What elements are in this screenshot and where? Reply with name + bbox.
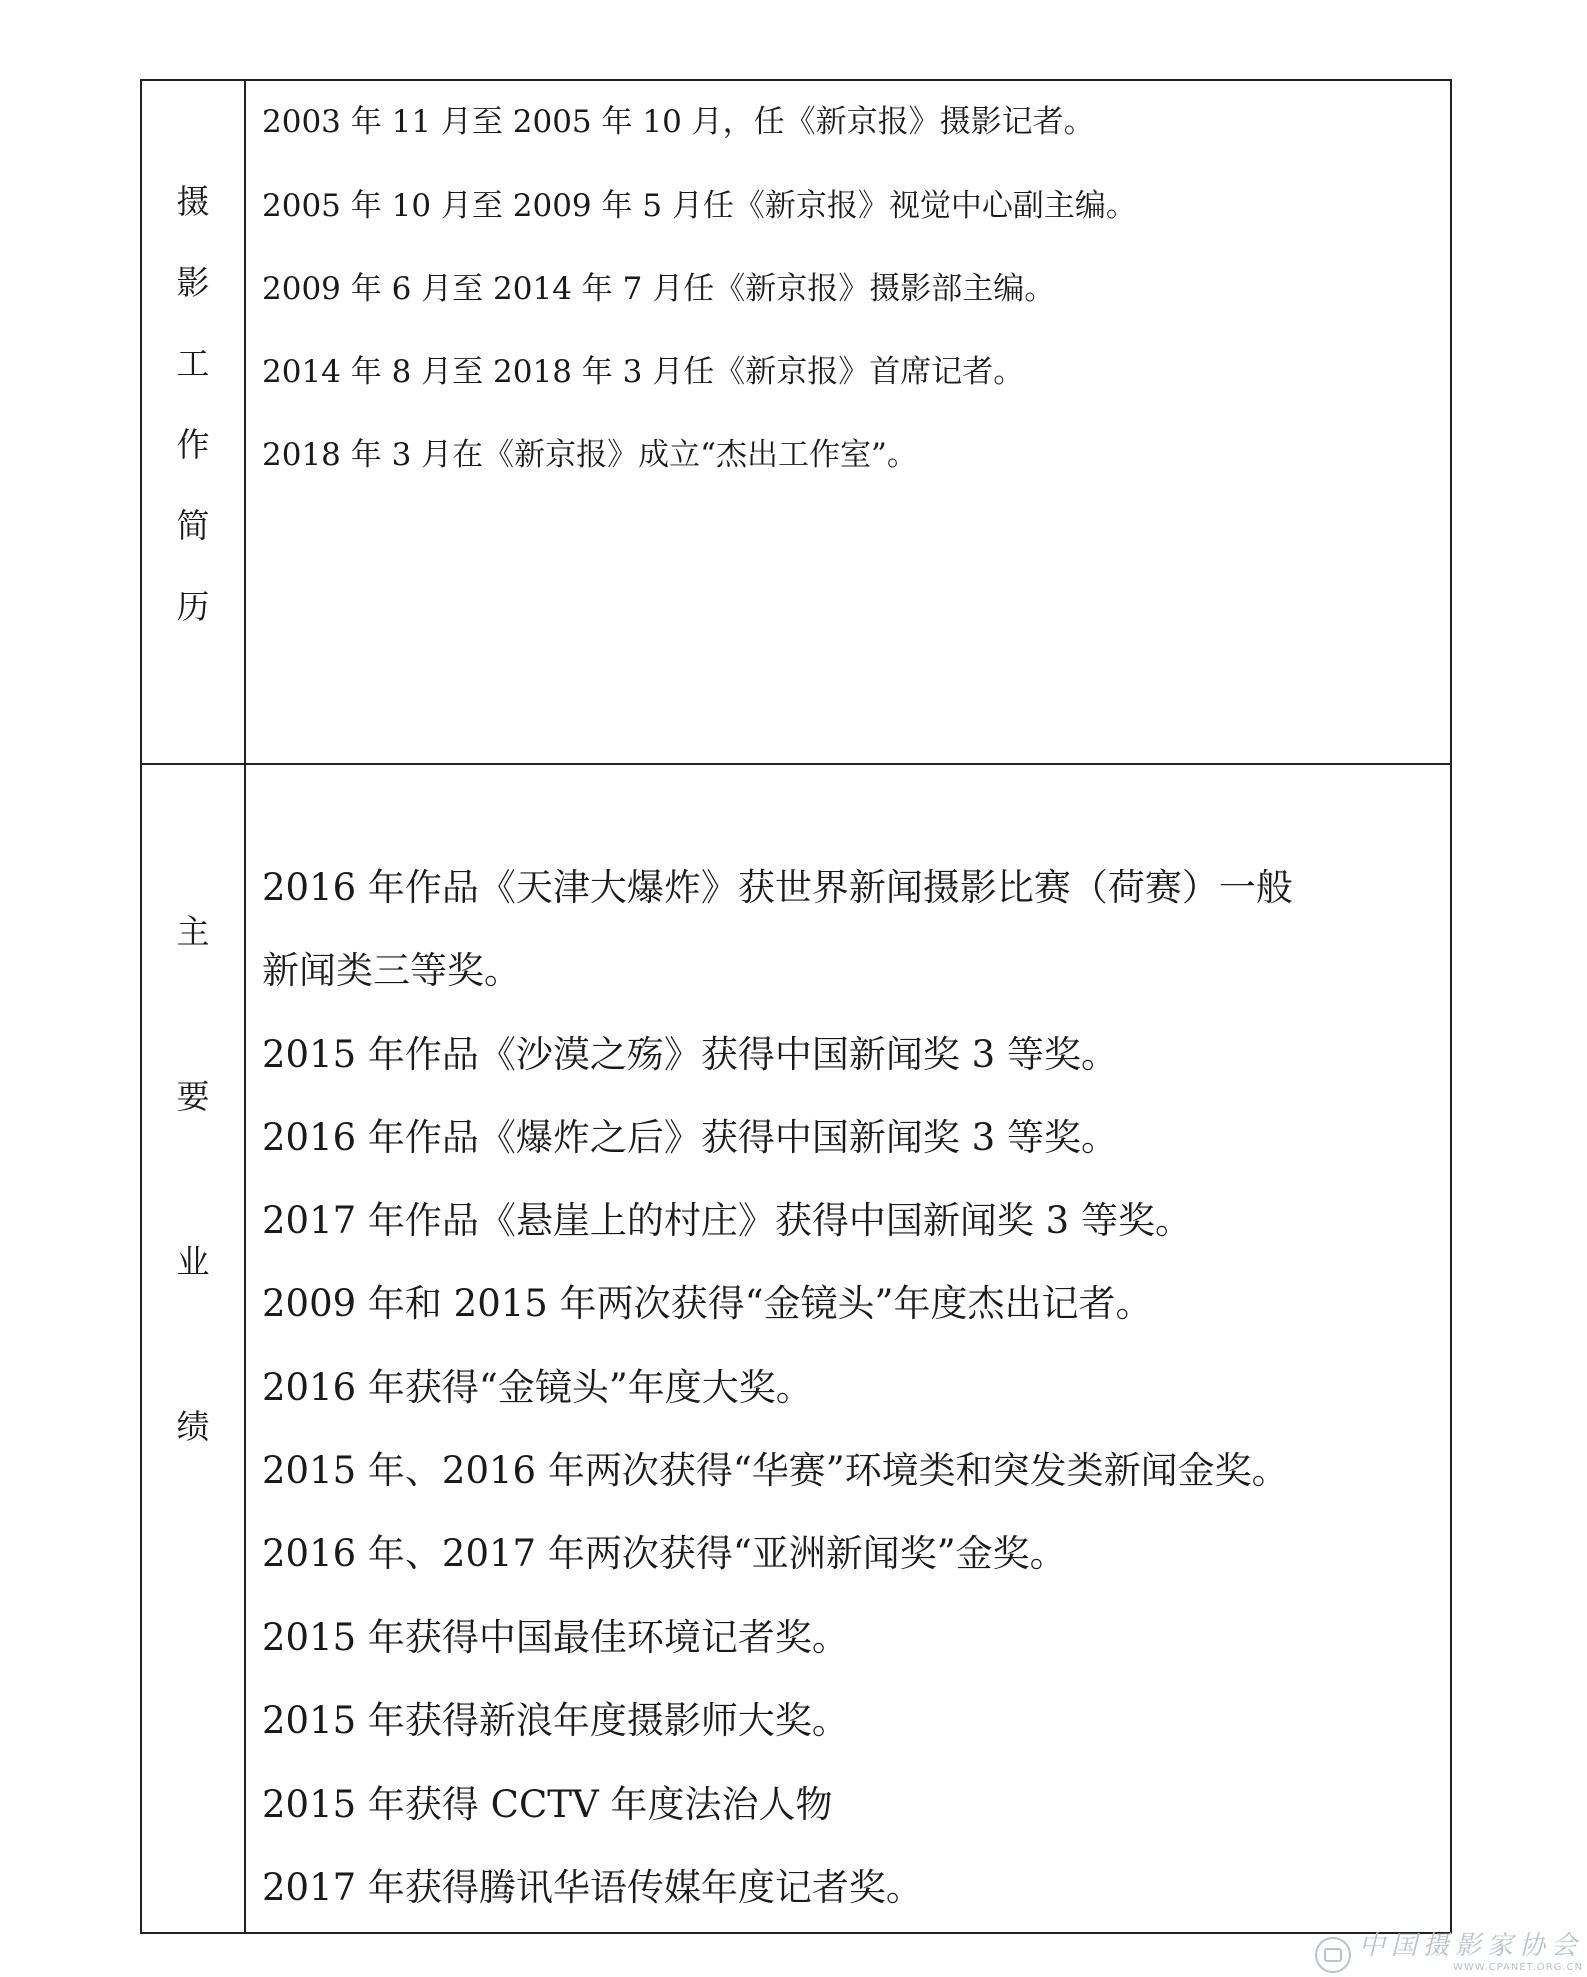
resume-label xyxy=(142,182,244,626)
resume-line: 2018 年 3 月在《新京报》成立“杰出工作室”。 xyxy=(262,437,918,473)
achievements-label-char: 主 xyxy=(176,912,210,951)
achievements-label-char: 绩 xyxy=(176,1407,210,1446)
achievement-line: 2015 年获得新浪年度摄影师大奖。 xyxy=(262,1699,849,1742)
achievements-label-char: 业 xyxy=(176,1242,210,1281)
achievements-label-cell xyxy=(142,765,246,1932)
achievement-line: 2016 年获得“金镜头”年度大奖。 xyxy=(262,1366,813,1409)
achievements-row xyxy=(142,765,1450,1932)
achievement-line: 2015 年、2016 年两次获得“华赛”环境类和突发类新闻金奖。 xyxy=(262,1449,1289,1492)
resume-label-cell xyxy=(142,81,246,763)
achievement-line: 2016 年作品《天津大爆炸》获世界新闻摄影比赛（荷赛）一般 xyxy=(262,866,1293,909)
resume-label-char: 影 xyxy=(176,263,210,302)
resume-form-table xyxy=(140,79,1452,1934)
watermark-url: WWW.CPANET.ORG.CN xyxy=(1452,1962,1583,1973)
resume-label-char: 工 xyxy=(176,344,210,383)
resume-label-char: 作 xyxy=(176,425,210,464)
resume-label-char: 历 xyxy=(176,587,210,626)
achievement-line: 2017 年作品《悬崖上的村庄》获得中国新闻奖 3 等奖。 xyxy=(262,1199,1192,1242)
watermark-name: 中国摄影家协会 xyxy=(1358,1931,1583,1961)
achievement-line: 2017 年获得腾讯华语传媒年度记者奖。 xyxy=(262,1866,923,1909)
achievement-line: 2009 年和 2015 年两次获得“金镜头”年度杰出记者。 xyxy=(262,1282,1153,1325)
achievements-label-char: 要 xyxy=(176,1077,210,1116)
achievement-line: 2016 年、2017 年两次获得“亚洲新闻奖”金奖。 xyxy=(262,1532,1067,1575)
achievements-content-cell xyxy=(246,765,1450,1932)
resume-content-cell xyxy=(246,81,1450,763)
watermark-text xyxy=(1359,1933,1583,1973)
achievements-label xyxy=(142,912,244,1446)
achievement-line: 2015 年获得 CCTV 年度法治人物 xyxy=(262,1783,833,1826)
achievement-line: 新闻类三等奖。 xyxy=(262,949,521,992)
achievement-line: 2015 年作品《沙漠之殇》获得中国新闻奖 3 等奖。 xyxy=(262,1033,1118,1076)
resume-line: 2003 年 11 月至 2005 年 10 月，任《新京报》摄影记者。 xyxy=(262,104,1095,140)
resume-row xyxy=(142,81,1450,765)
resume-label-char: 简 xyxy=(176,506,210,545)
resume-line: 2014 年 8 月至 2018 年 3 月任《新京报》首席记者。 xyxy=(262,354,1025,390)
achievement-line: 2015 年获得中国最佳环境记者奖。 xyxy=(262,1616,849,1659)
watermark xyxy=(1315,1933,1583,1973)
resume-line: 2009 年 6 月至 2014 年 7 月任《新京报》摄影部主编。 xyxy=(262,271,1056,307)
achievement-line: 2016 年作品《爆炸之后》获得中国新闻奖 3 等奖。 xyxy=(262,1116,1118,1159)
resume-label-char: 摄 xyxy=(176,182,210,221)
resume-line: 2005 年 10 月至 2009 年 5 月任《新京报》视觉中心副主编。 xyxy=(262,188,1137,224)
camera-logo-icon xyxy=(1315,1937,1351,1973)
